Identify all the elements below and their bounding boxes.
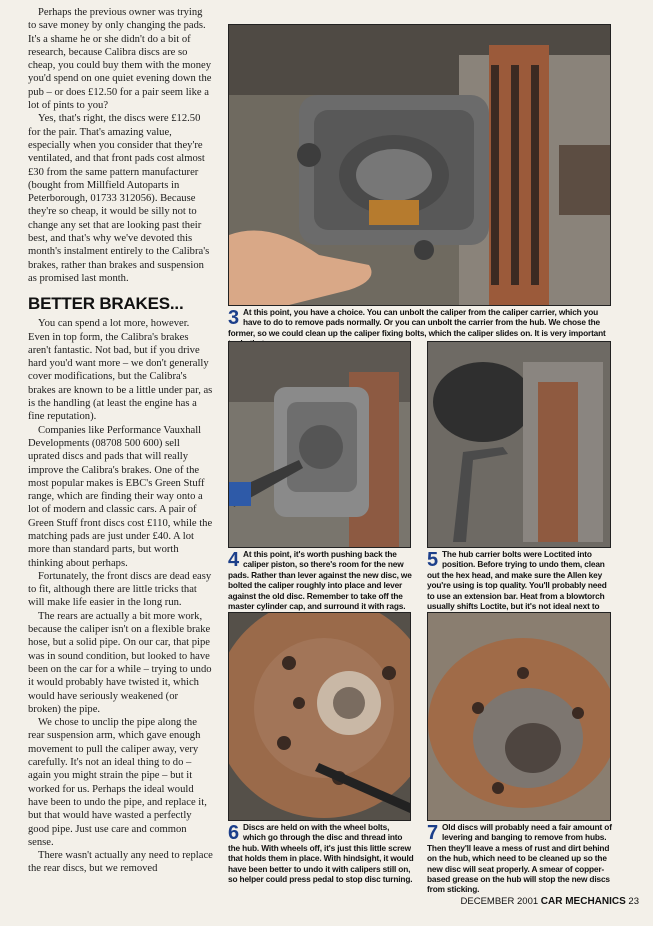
caption-text: Discs are held on with the wheel bolts, which go through the disc and thread into the hub. With wheels off, it's just this little screw that holds them in place. With hindsight, it would have been better to undo it with calipers still on, so helper could press pedal to stop disc turning. bbox=[228, 822, 414, 885]
photo-old-disc-removed bbox=[427, 612, 611, 821]
caption-number: 6 bbox=[228, 822, 239, 844]
caption-7 bbox=[427, 822, 613, 895]
caption-number: 5 bbox=[427, 549, 438, 571]
photo-caliper-removal bbox=[228, 24, 611, 306]
article-paragraph: You can spend a lot more, however. Even in top form, the Calibra's brakes aren't fantastic. Not bad, but if you drive hard you'd want more – we don't generally cover modifications, but the Calibra's brakes are known to be a little under par, as is the handling (at least the engine has a fine reputation). bbox=[28, 318, 213, 423]
caption-text: The hub carrier bolts were Loctited into position. Before trying to undo them, clean out the hex head, and make sure the Allen key you're using is top quality. You'll probably need to use an extension bar. Heat from a blowtorch usually shifts Loctite, but it's not ideal next to bbox=[427, 549, 607, 612]
article-paragraph: The rears are actually a bit more work, because the caliper isn't on a flexible brake hose, but a solid pipe. On our car, that pipe was in sound condition, but looked to have been on the car for a while – trying to undo it would probably have twisted it, which would have seriously weakened (or broken) the pipe. bbox=[28, 610, 212, 715]
disc-screw-illustration bbox=[229, 613, 410, 820]
page-number: 23 bbox=[628, 896, 639, 907]
article-paragraph: There wasn't actually any need to replace the rear discs, but we removed bbox=[28, 850, 213, 875]
caption-6 bbox=[228, 822, 414, 884]
brake-caliper-illustration bbox=[229, 25, 610, 305]
caption-number: 3 bbox=[228, 307, 239, 329]
caption-text: Old discs will probably need a fair amount of levering and banging to remove from hubs. Then they'll leave a mess of rust and dirt behind on the hub, which need to be cleaned up so the new disc will seat properly. A smear of copper-based grease on the hub will stop the new discs from sticking. bbox=[427, 822, 612, 895]
article-paragraph: Perhaps the previous owner was trying to save money by only changing the pads. It's a shame he or she didn't do a bit of research, because Calibra discs are so cheap, you could buy them with the money you'd spend on one quiet evening down the pub – or does £12.50 for a pair seem like a lot of pints to you? bbox=[28, 7, 212, 112]
magazine-name: CAR MECHANICS bbox=[540, 896, 626, 907]
photo-disc-retaining-screw bbox=[228, 612, 411, 821]
section-heading: BETTER BRAKES... bbox=[28, 294, 184, 314]
article-paragraph: Companies like Performance Vauxhall Developments (08708 500 600) sell uprated discs and pads that will really improve the Calibra's brakes. One of the most popular makes is EBC's Green Stuff range, which are finding their way onto a lot of modern and classic cars. A pair of Green Stuff front discs cost £110, while the matching pads are just under £40. A lot more than standard parts, but worth thinking about perhaps. bbox=[28, 424, 213, 569]
photo-piston-pushback bbox=[228, 341, 411, 548]
hub-cleanup-illustration bbox=[428, 613, 610, 820]
article-paragraph: Yes, that's right, the discs were £12.50 for the pair. That's amazing value, especially when you consider that they're ventilated, and that front pads cost almost £30 from the same pattern manufacturer (bought from Millfield Autoparts in Peterborough, 01733 312056). Because they're so cheap, it would be silly not to change any set that are looking past their best, and that's why we've devoted this month's instalment entirely to the Calibra's brakes, rather than brakes and suspension as promised last month. bbox=[28, 113, 210, 284]
article-paragraph: Fortunately, the front discs are dead easy to fit, although there are little tricks that will make life easier in the long run. bbox=[28, 570, 212, 609]
caption-4 bbox=[228, 549, 414, 611]
caption-text: At this point, it's worth pushing back the caliper piston, so there's room for the new pads. Rather than lever against the new disc, we bolted the caliper roughly into place and lever against the old disc. Remember to take off the master cylinder cap, and surround it with rags. bbox=[228, 549, 412, 612]
hub-carrier-illustration bbox=[428, 342, 610, 547]
photo-hub-carrier-bolt bbox=[427, 341, 611, 548]
caliper-piston-illustration bbox=[229, 342, 410, 547]
caption-5 bbox=[427, 549, 613, 622]
page-footer bbox=[461, 896, 639, 907]
caption-number: 7 bbox=[427, 822, 438, 844]
caption-number: 4 bbox=[228, 549, 239, 571]
article-text-column bbox=[28, 6, 213, 876]
article-paragraph: We chose to unclip the pipe along the rear suspension arm, which gave enough movement to pull the caliper away, very carefully. It's not an ideal thing to do – again you might strain the pipe – but it worked for us. Perhaps the ideal would have been to undo the pipe, and replace it, but that would have wasted a perfectly good pipe. Just use care and common sense. bbox=[28, 717, 207, 848]
caption-text: At this point, you have a choice. You can unbolt the caliper from the caliper carrier, which you have to do to remove pads normally. Or you can unbolt the carrier from the hub. We chose the former, so we could clean up the caliper fixing bolts, which the caliper slides on. It is very important bbox=[228, 307, 606, 338]
issue-date: DECEMBER 2001 bbox=[460, 896, 539, 907]
